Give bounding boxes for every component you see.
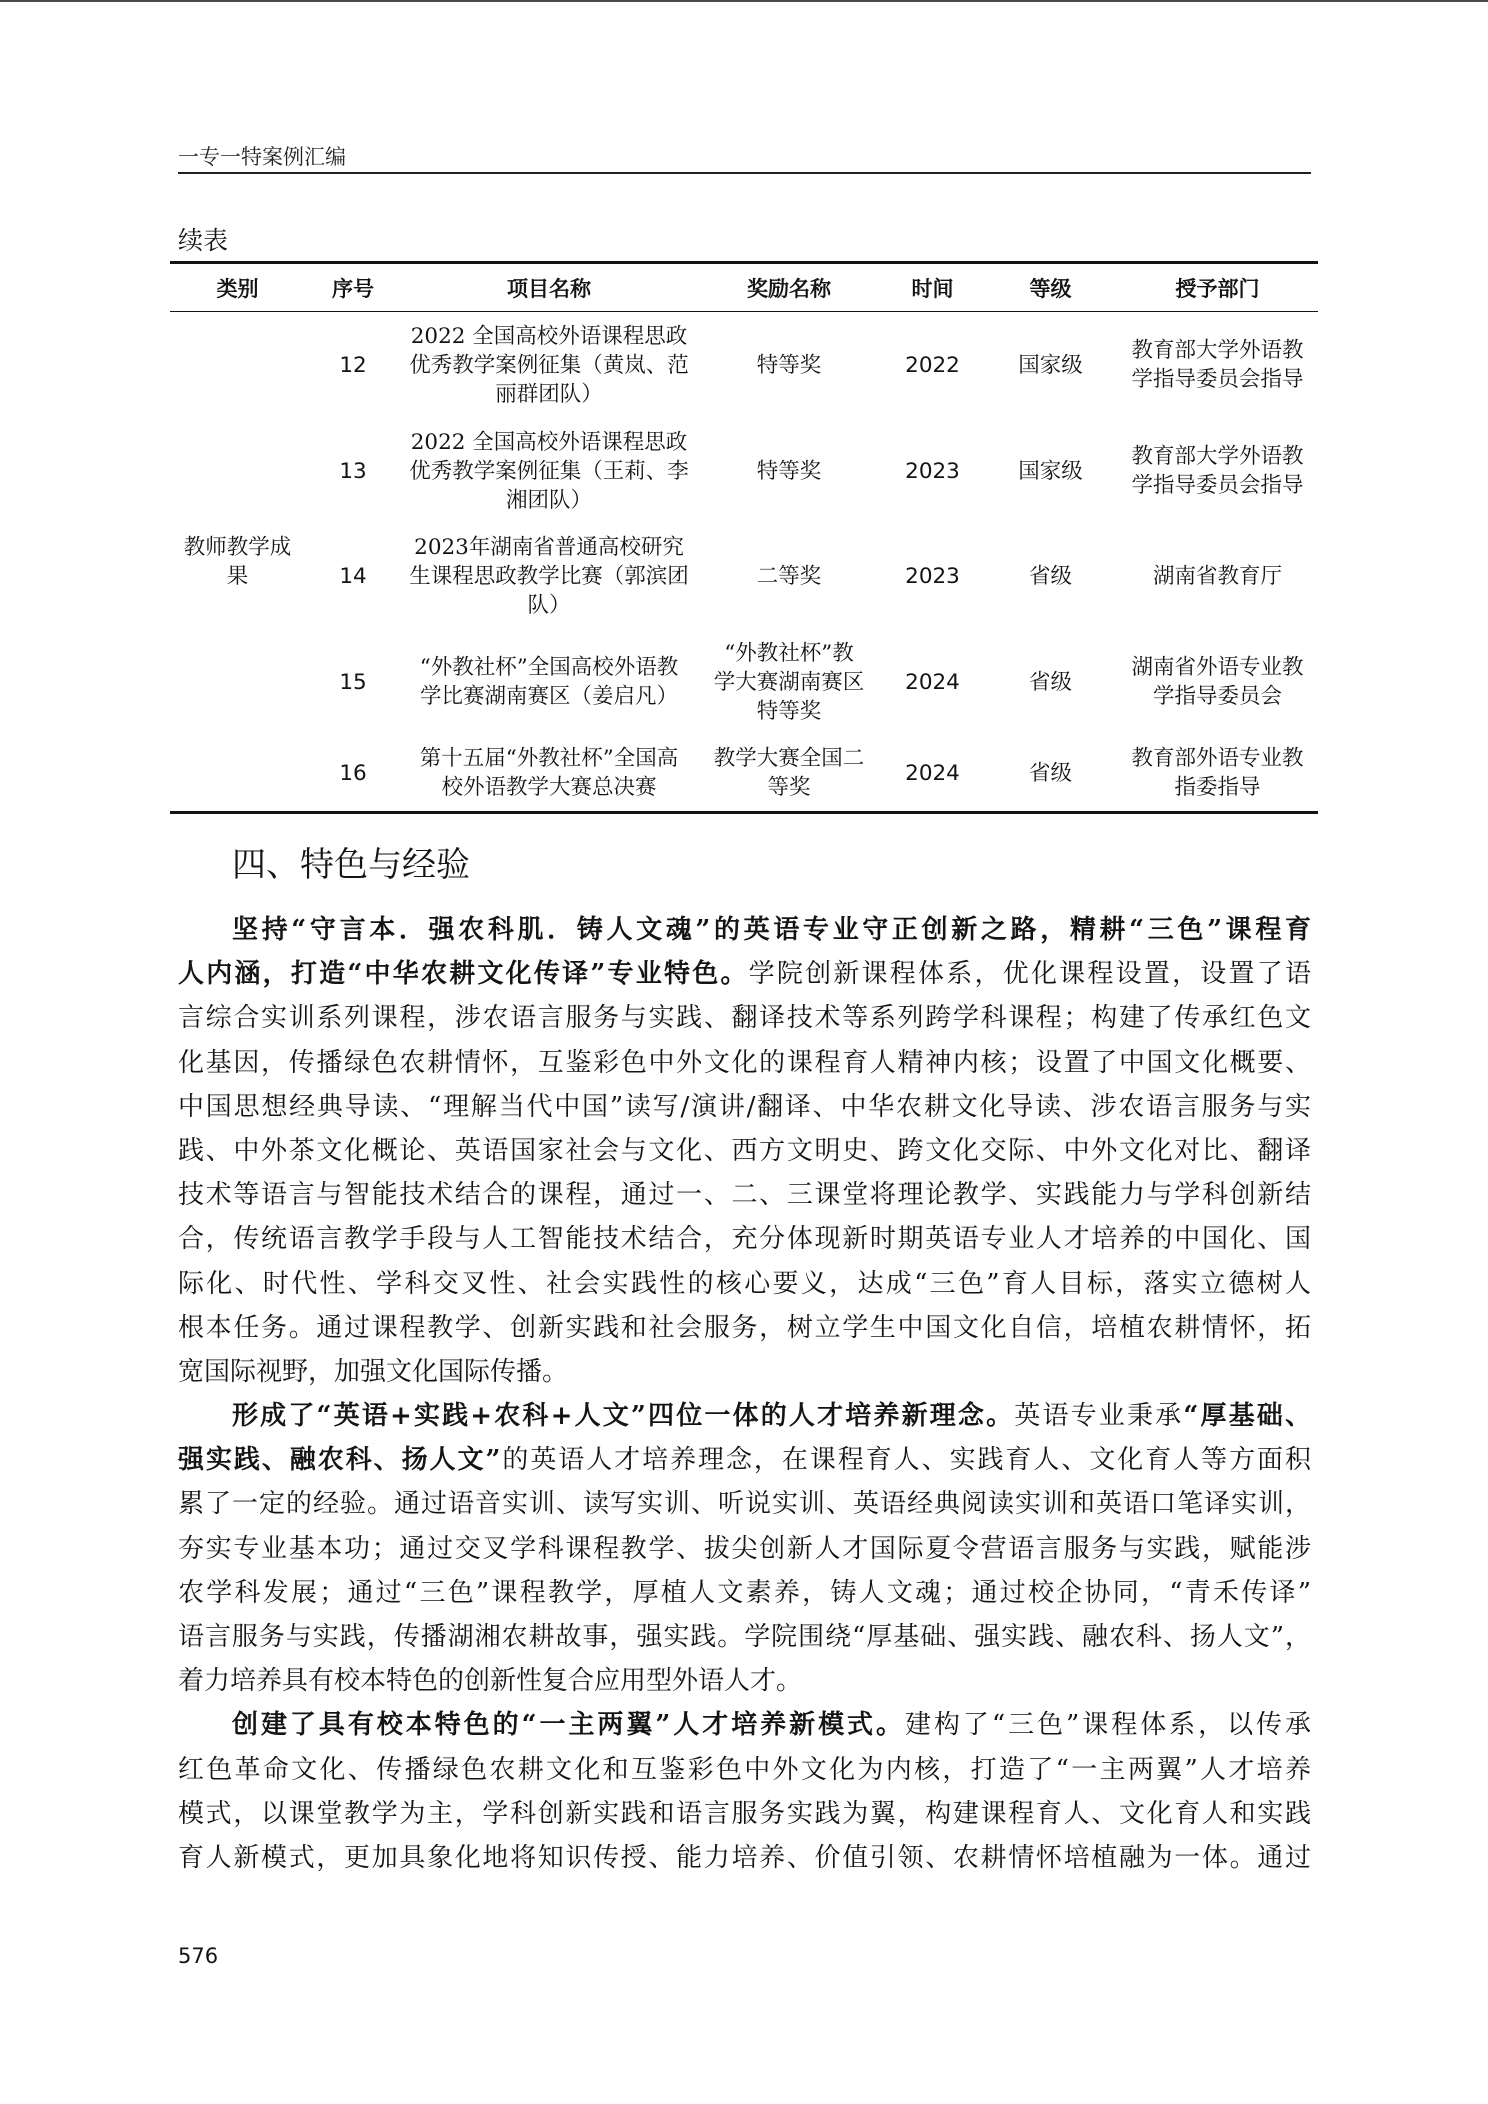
text-segment: 农学科发展；通过“三色”课程教学，厚植人文素养，铸人文魂；通过校企协同，“青禾传译”: [178, 1577, 1311, 1608]
time-cell: 2022: [905, 352, 960, 378]
dept-cell: [1117, 735, 1318, 811]
table-caption: 续表: [178, 226, 229, 255]
category-line: 教师教学成: [183, 534, 292, 560]
level-cell: 省级: [1028, 760, 1072, 786]
project-cell: [401, 524, 697, 629]
text-segment: 技术等语言与智能技术结合的课程，通过一、二、三课堂将理论教学、实践能力与学科创新结: [178, 1180, 1311, 1211]
dept-line: 湖南省教育厅: [1152, 564, 1282, 589]
time-cell: 2024: [905, 669, 960, 695]
text-line: [178, 1041, 1311, 1085]
text-segment: 红色革命文化、传播绿色农耕文化和互鉴彩色中外文化为内核，打造了“一主两翼”人才培养: [178, 1754, 1311, 1785]
text-segment: 宽国际视野，加强文化国际传播。: [178, 1356, 569, 1387]
project-line: 2023年湖南省普通高校研究: [414, 535, 684, 560]
text-line: [178, 1836, 1311, 1880]
text-line: [178, 1438, 1311, 1482]
project-line: 2022 全国高校外语课程思政: [410, 323, 688, 349]
bold-text: 强实践、融农科、扬人文”: [178, 1445, 501, 1476]
text-line: [178, 1703, 1311, 1747]
text-line: [178, 1659, 1311, 1703]
text-line: [178, 1306, 1311, 1350]
dept-line: 指委指导: [1174, 775, 1261, 800]
body-text: [178, 908, 1311, 1880]
seq-cell: 15: [339, 669, 367, 695]
dept-line: 教育部大学外语教: [1131, 444, 1304, 469]
level-cell: 省级: [1028, 669, 1072, 695]
award-line: 二等奖: [756, 564, 822, 589]
seq-cell: 14: [339, 564, 367, 589]
project-cell: [401, 312, 697, 418]
text-line: [178, 1262, 1311, 1306]
header-cell-seq: 序号: [332, 276, 374, 301]
text-segment: 着力培养具有校本特色的创新性复合应用型外语人才。: [178, 1666, 803, 1697]
text-segment: 夯实专业基本功；通过交叉学科课程教学、拔尖创新人才国际夏令营语言服务与实践，赋能涉: [178, 1533, 1311, 1564]
dept-line: 教育部外语专业教: [1131, 746, 1304, 771]
text-segment: 际化、时代性、学科交叉性、社会实践性的核心要义，达成“三色”育人目标，落实立德树人: [178, 1268, 1311, 1299]
page-number: 576: [178, 1944, 219, 1968]
text-segment: 学院创新课程体系，优化课程设置，设置了语: [748, 959, 1311, 990]
award-line: 学大赛湖南赛区: [713, 669, 865, 695]
dept-cell: [1117, 418, 1318, 524]
text-line: [178, 1129, 1311, 1173]
dept-cell: [1117, 629, 1318, 735]
text-segment: 累了一定的经验。通过语音实训、读写实训、听说实训、英语经典阅读实训和英语口笔译实训，: [178, 1489, 1311, 1520]
time-cell: 2024: [905, 760, 960, 786]
award-line: 特等奖: [756, 352, 822, 378]
running-header: 一专一特案例汇编: [178, 145, 346, 169]
text-segment: 的英语人才培养理念，在课程育人、实践育人、文化育人等方面积: [500, 1445, 1311, 1476]
dept-line: 湖南省外语专业教: [1131, 655, 1304, 680]
award-cell: [697, 312, 881, 418]
text-segment: 言综合实训系列课程，涉农语言服务与实践、翻译技术等系列跨学科课程；构建了传承红色文: [178, 1003, 1311, 1034]
dept-line: 学指导委员会: [1152, 684, 1282, 709]
text-line: [178, 996, 1311, 1040]
text-segment: 中国思想经典导读、“理解当代中国”读写/演讲/翻译、中华农耕文化导读、涉农语言服务与实: [178, 1091, 1311, 1122]
project-line: 湘团队）: [505, 487, 592, 513]
paragraph: [178, 1703, 1311, 1880]
text-segment: 化基因，传播绿色农耕情怀，互鉴彩色中外文化的课程育人精神内核；设置了中国文化概要、: [178, 1047, 1311, 1078]
text-line: [178, 1571, 1311, 1615]
dept-cell: [1117, 312, 1318, 418]
text-line: [178, 1217, 1311, 1261]
bold-text: “厚基础、: [1183, 1401, 1311, 1432]
award-cell: [697, 418, 881, 524]
text-line: [178, 1394, 1311, 1438]
project-line: 学比赛湖南赛区（姜启凡）: [419, 684, 678, 709]
seq-cell: 16: [339, 760, 367, 786]
award-line: “外教社杯”教: [724, 640, 854, 666]
text-segment: 践、中外茶文化概论、英语国家社会与文化、西方文明史、跨文化交际、中外文化对比、翻译: [178, 1135, 1311, 1166]
header-cell-level: 等级: [1029, 276, 1072, 301]
text-line: [178, 1792, 1311, 1836]
header-cell-category: 类别: [216, 276, 259, 301]
level-cell: 国家级: [1018, 458, 1083, 484]
project-cell: [401, 629, 697, 735]
dept-line: 教育部大学外语教: [1131, 338, 1304, 363]
seq-cell: 12: [339, 352, 367, 378]
dept-line: 学指导委员会指导: [1131, 367, 1304, 392]
text-line: [178, 908, 1311, 952]
project-line: 校外语教学大赛总决赛: [441, 775, 657, 800]
project-line: “外教社杯”全国高校外语教: [419, 655, 679, 680]
award-cell: [697, 524, 881, 629]
section-heading: 四、特色与经验: [232, 845, 470, 885]
project-cell: [401, 418, 697, 524]
bold-text: 形成了“英语+实践+农科+人文”四位一体的人才培养新理念。: [232, 1401, 1015, 1432]
running-header-rule: [178, 172, 1311, 174]
text-segment: 英语专业秉承: [1014, 1401, 1184, 1432]
header-cell-project: 项目名称: [507, 276, 591, 301]
level-cell: 省级: [1028, 564, 1072, 589]
text-segment: 语言服务与实践，传播湖湘农耕故事，强实践。学院围绕“厚基础、强实践、融农科、扬人文”，: [178, 1622, 1311, 1652]
project-line: 丽群团队）: [495, 381, 603, 407]
category-line: 果: [226, 563, 249, 589]
time-cell: 2023: [905, 564, 960, 589]
text-segment: 建构了“三色”课程体系，以传承: [904, 1710, 1311, 1741]
award-cell: [697, 735, 881, 811]
bold-text: 创建了具有校本特色的“一主两翼”人才培养新模式。: [232, 1710, 905, 1741]
category-cell: [170, 312, 305, 811]
table-header-row: [170, 264, 1318, 312]
text-line: [178, 952, 1311, 996]
text-line: [178, 1527, 1311, 1571]
award-line: 教学大赛全国二: [713, 746, 865, 771]
dept-cell: [1117, 524, 1318, 629]
text-segment: 根本任务。通过课程教学、创新实践和社会服务，树立学生中国文化自信，培植农耕情怀，拓: [178, 1312, 1311, 1343]
award-line: 等奖: [767, 775, 811, 800]
text-segment: 合，传统语言教学手段与人工智能技术结合，充分体现新时期英语专业人才培养的中国化、国: [178, 1224, 1311, 1255]
text-segment: 育人新模式，更加具象化地将知识传授、能力培养、价值引领、农耕情怀培植融为一体。通过: [178, 1842, 1311, 1873]
award-line: 特等奖: [756, 698, 822, 724]
header-cell-award: 奖励名称: [747, 276, 831, 301]
table-body: [170, 312, 1318, 811]
page-top-edge: [0, 0, 1488, 2]
header-cell-dept: 授予部门: [1175, 276, 1260, 301]
level-cell: 国家级: [1018, 352, 1083, 378]
text-line: [178, 1615, 1311, 1659]
header-cell-time: 时间: [911, 276, 954, 301]
project-line: 第十五届“外教社杯”全国高: [419, 746, 679, 771]
project-cell: [401, 735, 697, 811]
dept-line: 学指导委员会指导: [1131, 473, 1304, 498]
award-cell: [697, 629, 881, 735]
seq-cell: 13: [339, 458, 367, 484]
text-line: [178, 1748, 1311, 1792]
paragraph: [178, 908, 1311, 1394]
project-line: 优秀教学案例征集（王莉、李: [409, 458, 689, 484]
awards-table: [170, 261, 1318, 814]
paragraph: [178, 1394, 1311, 1703]
bold-text: 坚持“守言本．强农科肌．铸人文魂”的英语专业守正创新之路，精耕“三色”课程育: [232, 915, 1311, 945]
project-line: 队）: [527, 593, 571, 618]
project-line: 2022 全国高校外语课程思政: [410, 429, 688, 455]
project-line: 优秀教学案例征集（黄岚、范: [409, 352, 689, 378]
time-cell: 2023: [905, 458, 960, 484]
bold-text: 人内涵，打造“中华农耕文化传译”专业特色。: [178, 959, 749, 990]
text-line: [178, 1482, 1311, 1526]
text-segment: 模式，以课堂教学为主，学科创新实践和语言服务实践为翼，构建课程育人、文化育人和实践: [178, 1798, 1311, 1829]
text-line: [178, 1350, 1311, 1394]
project-line: 生课程思政教学比赛（郭滨团: [409, 564, 689, 589]
text-line: [178, 1173, 1311, 1217]
text-line: [178, 1085, 1311, 1129]
award-line: 特等奖: [756, 458, 822, 484]
